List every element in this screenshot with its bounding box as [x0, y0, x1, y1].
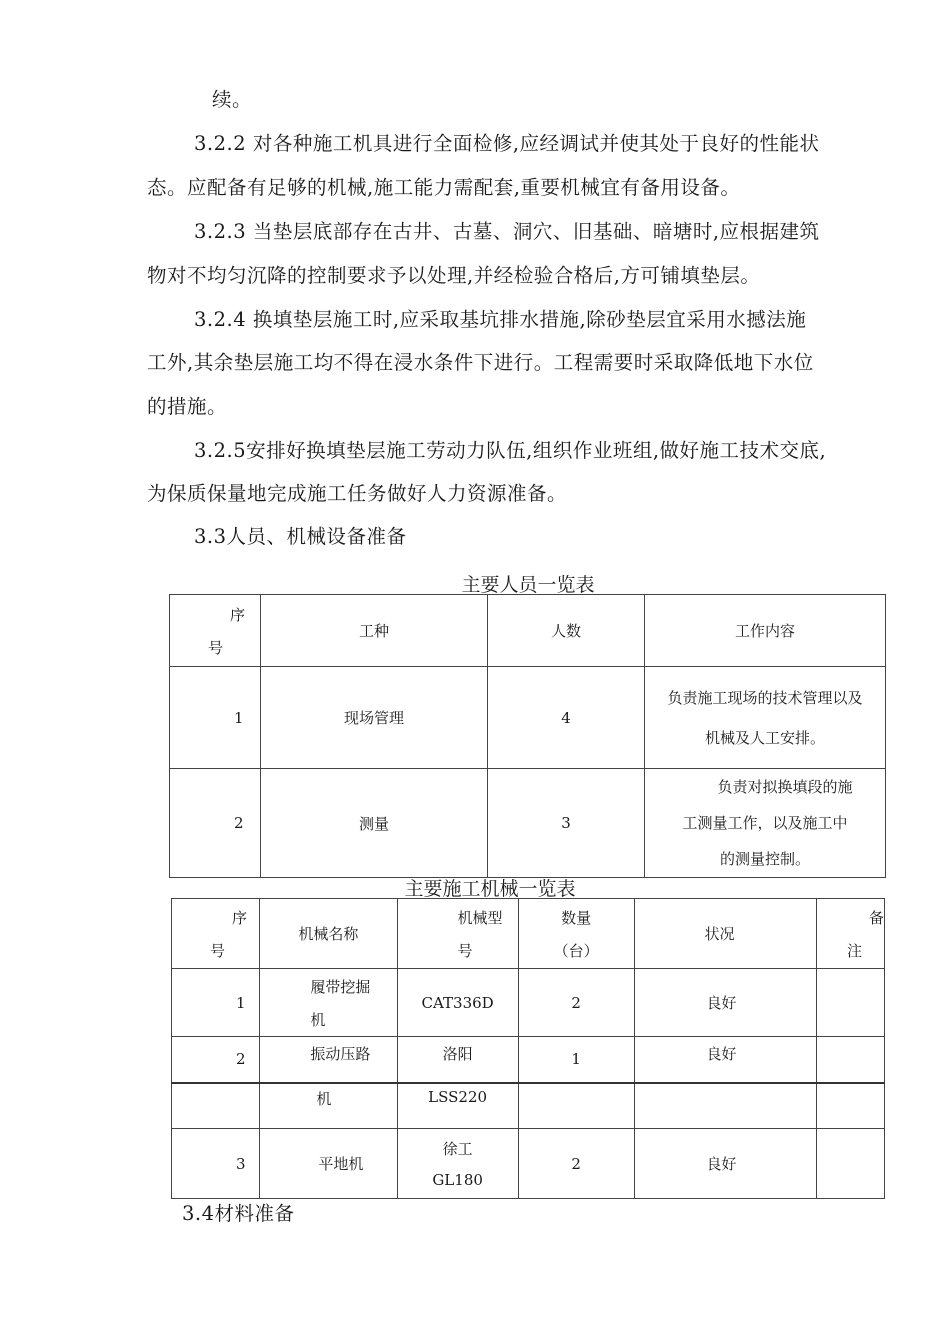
- cell-no: 3: [172, 1129, 260, 1199]
- cell-note: [816, 1037, 884, 1083]
- table-row: [170, 769, 886, 878]
- content-line-1: 负责施工现场的技术管理以及: [667, 688, 863, 707]
- header-type: 工种: [261, 595, 488, 667]
- paragraph-4-line-1: 3.2.5安排好换填垫层施工劳动力队伍,组织作业班组,做好施工技术交底,: [194, 439, 827, 462]
- header-note-line-2: 注: [846, 941, 862, 960]
- cell-name: 机: [260, 1083, 397, 1129]
- cell-name: 平地机: [260, 1129, 397, 1199]
- header-model-line-2: 号: [457, 941, 473, 960]
- paragraph-2-line-2: 物对不均匀沉降的控制要求予以处理,并经检验合格后,方可铺填垫层。: [147, 264, 761, 287]
- table-row: [170, 667, 886, 769]
- table-row: [172, 969, 885, 1037]
- paragraph-1-line-2: 态。应配备有足够的机械,施工能力需配套,重要机械宜有备用设备。: [147, 176, 741, 199]
- header-no-line-2: 号: [208, 638, 224, 657]
- cell-content: [645, 667, 886, 769]
- cell-content: [645, 769, 886, 878]
- cell-qty: 2: [518, 1129, 634, 1199]
- cell-model: 洛阳: [397, 1037, 518, 1083]
- cell-status: 良好: [634, 969, 816, 1037]
- cell-status: 良好: [634, 1129, 816, 1199]
- paragraph-3-line-1: 3.2.4 换填垫层施工时,应采取基坑排水措施,除砂垫层宜采用水撼法施: [194, 308, 807, 331]
- paragraph-3-line-3: 的措施。: [147, 395, 228, 418]
- header-no-line-1: 序: [230, 605, 246, 624]
- cell-type: 现场管理: [261, 667, 488, 769]
- header-model-line-1: 机械型: [457, 908, 503, 927]
- cell-count: 3: [488, 769, 645, 878]
- paragraph-0: 续。: [212, 88, 253, 111]
- cell-qty: 1: [518, 1037, 634, 1083]
- header-qty-line-1: 数量: [561, 908, 592, 927]
- model-line-1: 徐工: [442, 1140, 473, 1158]
- cell-model: LSS220: [397, 1083, 518, 1129]
- cell-note: [816, 969, 884, 1037]
- cell-no: 2: [172, 1037, 260, 1083]
- content-line-2: 机械及人工安排。: [704, 728, 825, 747]
- header-count: 人数: [488, 595, 645, 667]
- machinery-table-caption: 主要施工机械一览表: [404, 878, 576, 900]
- header-status: 状况: [634, 899, 816, 969]
- table-row: [172, 1129, 885, 1199]
- cell-type: 测量: [261, 769, 488, 878]
- header-name: 机械名称: [260, 899, 397, 969]
- cell-note: [816, 1129, 884, 1199]
- paragraph-4-line-2: 为保质保量地完成施工任务做好人力资源准备。: [147, 482, 568, 505]
- paragraph-3-line-2: 工外,其余垫层施工均不得在浸水条件下进行。工程需要时采取降低地下水位: [147, 351, 814, 374]
- header-note: [816, 899, 884, 969]
- paragraph-2-line-1: 3.2.3 当垫层底部存在古井、古墓、洞穴、旧基础、暗塘时,应根据建筑: [194, 220, 820, 243]
- header-content: 工作内容: [645, 595, 886, 667]
- section-heading-3-3: 3.3人员、机械设备准备: [194, 525, 407, 548]
- table-header-row: [170, 595, 886, 667]
- header-model: [397, 899, 518, 969]
- header-note-line-1: 备: [868, 908, 884, 927]
- table-row-continuation: [172, 1083, 885, 1129]
- name-line-2: 机: [310, 1010, 326, 1029]
- content-line-1: 负责对拟换填段的施: [717, 778, 853, 796]
- cell-no: 1: [172, 969, 260, 1037]
- header-qty-line-2: （台）: [553, 941, 599, 960]
- cell-status: 良好: [634, 1037, 816, 1083]
- header-no-line-1: 序: [232, 908, 248, 927]
- cell-name: 振动压路: [260, 1037, 397, 1083]
- table-header-row: [172, 899, 885, 969]
- personnel-table: [169, 594, 886, 878]
- cell-qty: [518, 1083, 634, 1129]
- cell-note: [816, 1083, 884, 1129]
- cell-status: [634, 1083, 816, 1129]
- name-line-1: 履带挖掘: [310, 977, 371, 996]
- personnel-table-caption: 主要人员一览表: [461, 574, 595, 596]
- model-line-2: GL180: [432, 1171, 483, 1189]
- header-no-line-2: 号: [210, 941, 226, 960]
- content-line-2: 工测量工作，以及施工中: [682, 814, 848, 832]
- cell-model: CAT336D: [397, 969, 518, 1037]
- section-heading-3-4: 3.4材料准备: [182, 1202, 295, 1225]
- cell-model: [397, 1129, 518, 1199]
- cell-qty: 2: [518, 969, 634, 1037]
- cell-no: 1: [170, 667, 261, 769]
- cell-name: [260, 969, 397, 1037]
- cell-no: 2: [170, 769, 261, 878]
- table-row: [172, 1037, 885, 1083]
- header-qty: [518, 899, 634, 969]
- paragraph-1-line-1: 3.2.2 对各种施工机具进行全面检修,应经调试并使其处于良好的性能状: [194, 132, 820, 155]
- header-no: [172, 899, 260, 969]
- content-line-3: 的测量控制。: [719, 850, 810, 868]
- cell-count: 4: [488, 667, 645, 769]
- cell-no: [172, 1083, 260, 1129]
- header-no: [170, 595, 261, 667]
- machinery-table: [171, 898, 885, 1199]
